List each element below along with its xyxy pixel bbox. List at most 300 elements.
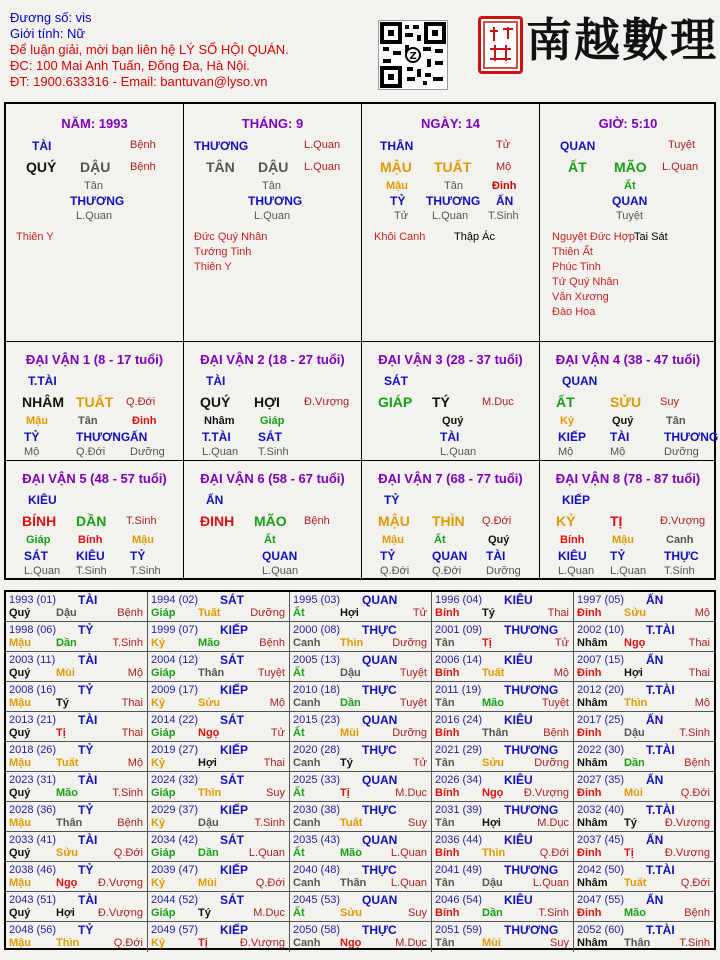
heavenly-stem: ẤT <box>568 159 587 175</box>
year-label: 2036 (44) <box>435 834 483 846</box>
year-branch: Dần <box>340 697 361 709</box>
owner-value: vis <box>75 10 92 25</box>
year-phase: Suy <box>266 787 285 799</box>
year-stem: Giáp <box>151 847 176 859</box>
year-cell <box>574 742 714 772</box>
contact-invite: Để luận giải, mời bạn liên hệ LÝ SỐ HỘI QUÁN. <box>10 42 289 57</box>
year-branch: Tuất <box>624 877 647 889</box>
year-branch: Hợi <box>482 817 501 829</box>
year-label: 2002 (10) <box>577 624 625 636</box>
year-phase: L.Quan <box>390 847 427 859</box>
year-phase: T.Sinh <box>254 817 285 829</box>
year-stem: Nhâm <box>577 937 608 949</box>
year-cell <box>290 742 432 772</box>
hidden-god: THỰC <box>664 549 699 563</box>
year-stem: Ất <box>293 607 305 619</box>
year-label: 2032 (40) <box>577 804 625 816</box>
year-ten-god: TÀI <box>78 593 98 607</box>
year-phase: Dưỡng <box>534 757 569 769</box>
year-cell <box>432 592 574 622</box>
hidden-stem: Mậu <box>612 534 634 546</box>
branch-phase: M.Dục <box>482 396 514 408</box>
year-label: 1997 (05) <box>577 594 625 606</box>
year-label: 2050 (58) <box>293 924 341 936</box>
year-branch: Thìn <box>198 787 222 799</box>
year-phase: Đ.Vượng <box>97 877 143 889</box>
year-stem: Mậu <box>9 877 31 889</box>
hidden-stem: Tân <box>444 180 463 192</box>
branch-phase: L.Quan <box>304 161 341 173</box>
hidden-phase: L.Quan <box>262 565 299 577</box>
year-stem: Kỷ <box>151 637 166 649</box>
year-label: 2016 (24) <box>435 714 483 726</box>
dai-van-cell <box>540 342 719 461</box>
year-ten-god: ẤN <box>646 653 664 667</box>
year-phase: Mộ <box>553 667 569 679</box>
year-phase: Tuyệt <box>399 697 427 709</box>
year-ten-god: QUAN <box>362 653 398 667</box>
year-stem: Bính <box>435 667 460 679</box>
year-cell <box>574 682 714 712</box>
ten-god: TÀI <box>206 374 226 388</box>
hidden-phase: T.Sinh <box>76 565 107 577</box>
year-label: 2039 (47) <box>151 864 199 876</box>
year-label: 2003 (11) <box>9 654 56 666</box>
branch-phase: T.Sinh <box>126 515 157 527</box>
year-ten-god: QUAN <box>362 593 398 607</box>
year-branch: Tuất <box>482 667 505 679</box>
year-phase: Thai <box>547 607 569 619</box>
year-cell <box>432 922 574 952</box>
hidden-stem: Mậu <box>26 415 48 427</box>
year-stem: Giáp <box>151 607 176 619</box>
year-stem: Quý <box>9 727 31 739</box>
year-branch: Thìn <box>56 937 80 949</box>
year-stem: Ất <box>293 847 305 859</box>
year-cell <box>290 682 432 712</box>
year-phase: Suy <box>550 937 569 949</box>
year-cell <box>432 862 574 892</box>
hidden-god: TỶ <box>380 549 396 563</box>
heavenly-stem: QUÝ <box>26 159 57 175</box>
god-phase: Tuyệt <box>668 139 696 151</box>
year-branch: Tý <box>340 757 353 769</box>
year-cell <box>148 712 290 742</box>
year-stem: Bính <box>435 787 460 799</box>
year-stem: Ất <box>293 907 305 919</box>
ten-god: T.TÀI <box>28 374 57 388</box>
year-cell <box>148 802 290 832</box>
branch-phase: Q.Đới <box>126 396 156 408</box>
year-cell <box>290 892 432 922</box>
year-stem: Đinh <box>577 847 602 859</box>
year-stem: Giáp <box>151 667 176 679</box>
year-ten-god: THỰC <box>362 623 397 637</box>
year-stem: Giáp <box>151 727 176 739</box>
hidden-god: QUAN <box>262 549 298 563</box>
year-branch: Sửu <box>482 757 505 769</box>
star: Nguyệt Đức Hợp <box>552 231 636 243</box>
year-branch: Sửu <box>198 697 221 709</box>
year-phase: Bệnh <box>117 817 143 829</box>
year-label: 2033 (41) <box>9 834 57 846</box>
year-stem: Bính <box>435 847 460 859</box>
hidden-phase: L.Quan <box>432 210 469 222</box>
earthly-branch: TUẤT <box>434 159 472 175</box>
year-ten-god: ẤN <box>646 713 664 727</box>
year-ten-god: THỰC <box>362 923 397 937</box>
hidden-phase: Tử <box>394 210 409 222</box>
year-stem: Giáp <box>151 787 176 799</box>
dai-van-title: ĐẠI VẬN 4 (38 - 47 tuổi) <box>555 352 701 367</box>
year-cell <box>432 742 574 772</box>
year-branch: Mùi <box>198 877 217 889</box>
year-stem: Mậu <box>9 937 31 949</box>
year-phase: Thai <box>263 757 285 769</box>
hidden-god: SÁT <box>24 549 48 563</box>
star: Thập Ác <box>454 231 495 243</box>
year-ten-god: QUAN <box>362 773 398 787</box>
year-ten-god: THƯƠNG <box>504 923 559 937</box>
earthly-branch: HỢI <box>254 394 280 410</box>
heavenly-stem: TÂN <box>206 159 235 175</box>
star: Thiên Ất <box>552 246 593 258</box>
year-phase: Đ.Vượng <box>664 817 710 829</box>
svg-text:Z: Z <box>409 51 417 62</box>
year-label: 1999 (07) <box>151 624 199 636</box>
year-phase: M.Dục <box>395 937 427 949</box>
year-ten-god: SÁT <box>220 833 244 847</box>
ten-god: KIÊU <box>28 493 57 507</box>
year-ten-god: T.TÀI <box>646 803 675 817</box>
year-label: 2014 (22) <box>151 714 199 726</box>
hidden-phase: Q.Đới <box>380 565 410 577</box>
year-ten-god: TỶ <box>78 683 94 697</box>
year-cell <box>432 682 574 712</box>
year-stem: Canh <box>293 937 321 949</box>
star: Đức Quý Nhân <box>194 231 268 243</box>
star: Đào Hoa <box>552 306 596 318</box>
year-branch: Sửu <box>624 607 647 619</box>
year-label: 2049 (57) <box>151 924 199 936</box>
branch-phase: Q.Đới <box>482 515 512 527</box>
hidden-phase: L.Quan <box>24 565 61 577</box>
year-ten-god: KIÊU <box>504 893 533 907</box>
year-branch: Thìn <box>624 697 648 709</box>
dai-van-title: ĐẠI VẬN 2 (18 - 27 tuổi) <box>200 352 345 367</box>
year-branch: Dần <box>56 637 77 649</box>
hidden-god: TÀI <box>610 430 630 444</box>
hidden-stem: Ất <box>624 180 636 192</box>
dai-van-title: ĐẠI VẬN 3 (28 - 37 tuổi) <box>378 352 523 367</box>
ten-god: THÂN <box>380 139 414 153</box>
year-label: 2010 (18) <box>293 684 341 696</box>
year-branch: Tuất <box>56 757 79 769</box>
pillar-month <box>184 104 362 342</box>
year-label: 2051 (59) <box>435 924 483 936</box>
year-cell <box>148 742 290 772</box>
year-stem: Ất <box>293 727 305 739</box>
year-stem: Bính <box>435 907 460 919</box>
year-branch: Mão <box>340 847 362 859</box>
year-label: 2048 (56) <box>9 924 57 936</box>
year-label: 2019 (27) <box>151 744 199 756</box>
qr-code-icon[interactable] <box>378 20 448 90</box>
hidden-phase: T.Sinh <box>258 446 289 458</box>
year-label: 2044 (52) <box>151 894 199 906</box>
year-stem: Quý <box>9 667 31 679</box>
year-cell <box>574 712 714 742</box>
hidden-phase: Dưỡng <box>486 565 521 577</box>
star: Phúc Tinh <box>552 261 601 273</box>
year-ten-god: TỶ <box>78 923 94 937</box>
year-ten-god: KIẾP <box>220 683 249 697</box>
year-stem: Mậu <box>9 637 31 649</box>
hidden-god: TỶ <box>24 430 40 444</box>
year-branch: Tý <box>198 907 211 919</box>
hidden-god: TỶ <box>390 194 406 208</box>
year-stem: Quý <box>9 607 31 619</box>
branch-phase: L.Quan <box>662 161 699 173</box>
year-cell <box>574 892 714 922</box>
year-branch: Mão <box>198 637 220 649</box>
year-branch: Tị <box>56 727 66 739</box>
year-phase: Suy <box>408 907 427 919</box>
year-stem: Canh <box>293 817 321 829</box>
year-ten-god: QUAN <box>362 713 398 727</box>
year-label: 1994 (02) <box>151 594 199 606</box>
dai-van-cell <box>6 342 184 461</box>
year-phase: Suy <box>408 817 427 829</box>
year-cell <box>574 862 714 892</box>
god-phase: Tử <box>496 139 511 151</box>
year-phase: Dưỡng <box>250 607 285 619</box>
hidden-stem: Nhâm <box>204 415 235 427</box>
year-stem: Kỷ <box>151 757 166 769</box>
year-phase: Mộ <box>127 667 143 679</box>
year-phase: Mộ <box>694 607 710 619</box>
year-branch: Dần <box>482 907 503 919</box>
year-phase: Dưỡng <box>392 637 427 649</box>
year-phase: Tử <box>270 727 285 739</box>
hidden-stem: Bính <box>560 534 585 546</box>
year-cell <box>148 892 290 922</box>
year-branch: Tý <box>624 817 637 829</box>
dai-van-title: ĐẠI VẬN 6 (58 - 67 tuổi) <box>200 471 345 486</box>
year-cell <box>148 622 290 652</box>
year-branch: Mùi <box>340 727 359 739</box>
year-label: 2024 (32) <box>151 774 199 786</box>
year-branch: Hợi <box>56 907 75 919</box>
year-stem: Quý <box>9 847 31 859</box>
pillar-title: THÁNG: 9 <box>241 116 304 131</box>
year-phase: Mộ <box>127 757 143 769</box>
hidden-stem: Mậu <box>386 180 408 192</box>
year-stem: Kỷ <box>151 877 166 889</box>
year-cell <box>148 772 290 802</box>
year-cell <box>148 652 290 682</box>
year-label: 2009 (17) <box>151 684 199 696</box>
year-stem: Nhâm <box>577 637 608 649</box>
pillar-year <box>6 104 184 342</box>
year-stem: Đinh <box>577 727 602 739</box>
branch-phase: Bệnh <box>130 161 156 173</box>
year-ten-god: TỶ <box>78 743 94 757</box>
year-branch: Mão <box>482 697 504 709</box>
year-phase: Dưỡng <box>392 727 427 739</box>
year-branch: Tý <box>56 697 69 709</box>
year-cell <box>290 862 432 892</box>
star: Thiên Y <box>16 231 54 243</box>
hidden-stem: Kỷ <box>560 415 575 427</box>
earthly-branch: TUẤT <box>76 394 114 410</box>
god-phase: L.Quan <box>304 139 341 151</box>
year-stem: Kỷ <box>151 697 166 709</box>
earthly-branch: TÝ <box>432 394 450 410</box>
year-phase: Q.Đới <box>539 847 569 859</box>
year-ten-god: T.TÀI <box>646 623 675 637</box>
year-phase: Tử <box>412 757 427 769</box>
year-ten-god: KIÊU <box>504 593 533 607</box>
year-phase: T.Sinh <box>679 937 710 949</box>
year-ten-god: ẤN <box>646 773 664 787</box>
year-phase: Thai <box>121 697 143 709</box>
year-cell <box>148 832 290 862</box>
year-cell <box>6 712 148 742</box>
year-label: 2020 (28) <box>293 744 341 756</box>
earthly-branch: DẦN <box>76 513 107 529</box>
year-stem: Nhâm <box>577 877 608 889</box>
stars-list <box>552 230 635 320</box>
gender-label: Giới tính: <box>10 26 64 41</box>
year-label: 2029 (37) <box>151 804 199 816</box>
year-cell <box>290 832 432 862</box>
year-stem: Nhâm <box>577 697 608 709</box>
year-ten-god: THƯƠNG <box>504 863 559 877</box>
year-branch: Hợi <box>340 607 359 619</box>
year-cell <box>290 592 432 622</box>
hidden-god: TỶ <box>130 549 146 563</box>
year-cell <box>574 922 714 952</box>
year-label: 2021 (29) <box>435 744 483 756</box>
year-stem: Canh <box>293 757 321 769</box>
year-ten-god: THƯƠNG <box>504 623 559 637</box>
year-cell <box>6 802 148 832</box>
hidden-stem: Tân <box>666 415 686 427</box>
year-ten-god: QUAN <box>362 893 398 907</box>
gender-value: Nữ <box>66 26 86 41</box>
year-branch: Tị <box>198 937 208 949</box>
heavenly-stem: QUÝ <box>200 394 231 410</box>
ten-god: TÀI <box>32 139 52 153</box>
year-ten-god: THƯƠNG <box>504 743 559 757</box>
year-stem: Mậu <box>9 817 31 829</box>
year-stem: Canh <box>293 697 321 709</box>
branch-phase: Đ.Vượng <box>660 515 706 527</box>
year-phase: Thai <box>688 667 710 679</box>
year-ten-god: THỰC <box>362 743 397 757</box>
year-branch: Dậu <box>56 607 77 619</box>
year-phase: L.Quan <box>390 877 427 889</box>
year-stem: Tân <box>435 817 455 829</box>
ten-god: KIẾP <box>562 493 591 507</box>
year-branch: Ngọ <box>624 637 646 649</box>
heavenly-stem: MẬU <box>380 159 412 175</box>
year-phase: Tuyệt <box>257 667 285 679</box>
year-label: 2017 (25) <box>577 714 625 726</box>
year-branch: Tý <box>482 607 495 619</box>
dai-van-cell <box>6 461 184 580</box>
year-label: 2013 (21) <box>9 714 57 726</box>
year-ten-god: TÀI <box>78 833 98 847</box>
year-ten-god: SÁT <box>220 893 244 907</box>
year-phase: Bệnh <box>684 757 710 769</box>
year-label: 2030 (38) <box>293 804 341 816</box>
year-branch: Ngọ <box>340 937 362 949</box>
pillar-day <box>362 104 540 342</box>
brand-logo: 南越數理 <box>526 13 718 67</box>
year-stem: Ất <box>293 667 305 679</box>
year-branch: Tuất <box>198 607 221 619</box>
year-label: 2042 (50) <box>577 864 625 876</box>
year-branch: Mùi <box>56 667 75 679</box>
year-stem: Canh <box>293 637 321 649</box>
year-stem: Bính <box>435 727 460 739</box>
hidden-stem: Quý <box>612 415 634 427</box>
heavenly-stem: KỶ <box>556 513 576 529</box>
branch-phase: Đ.Vượng <box>304 396 350 408</box>
year-label: 2031 (39) <box>435 804 483 816</box>
year-branch: Thân <box>340 877 367 889</box>
year-phase: Tuyệt <box>399 667 427 679</box>
hidden-stem: Đinh <box>132 415 157 427</box>
hidden-phase: T.Sinh <box>130 565 161 577</box>
year-stem: Đinh <box>577 607 602 619</box>
hidden-phase: L.Quan <box>202 446 239 458</box>
year-phase: Q.Đới <box>680 877 710 889</box>
year-stem: Canh <box>293 877 321 889</box>
year-stem: Tân <box>435 937 455 949</box>
hidden-god: THƯƠNG <box>248 194 303 208</box>
year-label: 2015 (23) <box>293 714 341 726</box>
year-phase: Q.Đới <box>113 937 143 949</box>
year-cell <box>574 592 714 622</box>
year-label: 2037 (45) <box>577 834 625 846</box>
earthly-branch: DẬU <box>258 159 289 175</box>
year-label: 2026 (34) <box>435 774 483 786</box>
hidden-phase: Mộ <box>610 446 626 458</box>
year-stem: Giáp <box>151 907 176 919</box>
earthly-branch: TỊ <box>610 513 623 529</box>
year-ten-god: TỶ <box>78 863 94 877</box>
year-cell <box>574 772 714 802</box>
year-phase: Bệnh <box>117 607 143 619</box>
year-phase: Tử <box>554 637 569 649</box>
hidden-stem: Ất <box>264 534 276 546</box>
year-label: 2007 (15) <box>577 654 625 666</box>
year-stem: Mậu <box>9 697 31 709</box>
year-ten-god: T.TÀI <box>646 923 675 937</box>
year-cell <box>432 772 574 802</box>
hidden-phase: Dưỡng <box>664 446 699 458</box>
year-label: 1998 (06) <box>9 624 57 636</box>
hidden-stem: Tân <box>84 180 103 192</box>
yearly-table <box>4 590 716 950</box>
dai-van-title: ĐẠI VẬN 5 (48 - 57 tuổi) <box>22 471 167 486</box>
pillar-hour <box>540 104 716 342</box>
year-stem: Quý <box>9 907 31 919</box>
year-phase: Đ.Vượng <box>239 937 285 949</box>
